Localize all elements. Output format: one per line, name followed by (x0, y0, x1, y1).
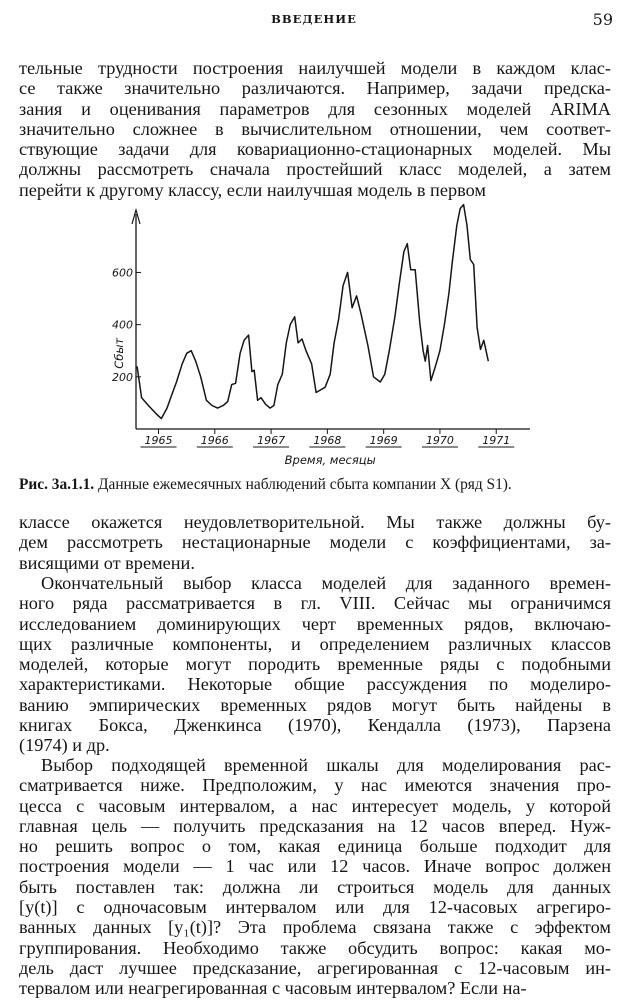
text-line: се также значительно различаются. Например, задачи предска- (19, 78, 611, 99)
text-line: Окончательный выбор класса моделей для заданного времен- (41, 573, 611, 593)
running-header (0, 10, 628, 32)
text-line: исследованием доминирующих черт временных рядов, включаю- (19, 613, 611, 634)
text-line: значительно сложнее в вычислительном отношении, чем соответ- (19, 118, 611, 139)
text-line: ванию эмпирических временных рядов могут быть найдены в (19, 694, 611, 715)
y-tick-label: 600 (112, 266, 133, 280)
x-tick-label: 1966 (200, 434, 229, 447)
y-tick-label: 400 (112, 318, 133, 332)
x-axis-label: Время, месяцы (284, 453, 376, 467)
text-line: тельные трудности построения наилучшей модели в каждом клас- (19, 58, 611, 78)
x-tick-label: 1970 (425, 434, 454, 447)
text-line: (1974) и др. (19, 735, 110, 756)
text-line: быть поставлен так: должна ли строиться модель для данных (19, 876, 611, 897)
x-tick-label: 1969 (369, 434, 398, 447)
figure-caption-label: Рис. 3а.1.1. (19, 476, 95, 493)
text-line: тервалом или неагрегированная с часовым интервалом? Если на- (19, 978, 527, 999)
series-line-s1 (137, 205, 488, 419)
text-line: моделей, которые могут породить временные ряды с подобными (19, 654, 611, 675)
text-line: зания и оценивания параметров для сезонных моделей ARIMA (19, 98, 611, 119)
x-tick-label: 1971 (482, 434, 511, 447)
text-line: характеристиками. Некоторые общие рассуждения по моделиро- (19, 674, 611, 695)
text-line: щих различные компоненты, и определением различных классов (19, 633, 611, 654)
x-tick-label: 1967 (257, 434, 286, 447)
text-line: висящими от времени. (19, 552, 195, 573)
running-head-title: ВВЕДЕНИЕ (271, 12, 357, 26)
text-line: дель даст лучшее предсказание, агрегированная с 12-часовым ин- (19, 957, 611, 978)
text-line: но решить вопрос о том, какая единица больше подходит для (19, 836, 611, 857)
text-line: дем рассмотреть нестационарные модели с коэффициентами, за- (19, 532, 611, 553)
text-line: цесса с часовым интервалом, а нас интересует модель, у которой (19, 795, 611, 816)
text-line: главная цель — получить предсказания на 12 часов вперед. Нуж- (19, 815, 611, 836)
figure-caption (19, 476, 611, 494)
y-tick-label: 200 (112, 370, 133, 384)
x-tick-label: 1968 (313, 434, 342, 447)
text-line: Выбор подходящей временной шкалы для моделирования рас- (41, 755, 611, 775)
text-line: книгах Бокса, Дженкинса (1970), Кендалла (1973), Парзена (19, 715, 611, 736)
y-axis-label: Сбыт (112, 337, 126, 369)
text-line: перейти к другому классу, если наилучшая модель в первом (19, 179, 486, 200)
figure-caption-text: Данные ежемесячных наблюдений сбыта компании X (ряд S1). (97, 476, 512, 493)
text-line: построения модели — 1 час или 12 часов. Иначе вопрос должен (19, 856, 611, 877)
text-line: сматривается ниже. Предположим, у нас имеются значения про- (19, 775, 611, 796)
x-tick-label: 1965 (144, 434, 173, 447)
text-line: ствующие задачи для ковариационно-стационарных моделей. Мы (19, 139, 611, 160)
text-line: группирования. Необходимо также обсудить вопрос: какая мо- (19, 937, 611, 958)
paragraph-top (19, 58, 611, 200)
text-line: ванных данных [y₁(t)]? Эта проблема связана также с эффектом (19, 917, 611, 938)
paragraph-after-figure (19, 512, 611, 573)
text-line: должны рассмотреть сначала простейший класс моделей, а затем (19, 159, 611, 180)
paragraph-model-choice (19, 573, 611, 756)
text-line: [y(t)] с одночасовым интервалом или для 12-часовых агрегиро- (19, 897, 611, 918)
paragraph-time-scale (19, 755, 611, 999)
text-line: классе окажется неудовлетворительной. Мы также должны бу- (19, 512, 611, 532)
text-line: ного ряда рассматривается в гл. VIII. Сейчас мы ограничимся (19, 593, 611, 614)
sales-chart (100, 200, 540, 472)
page-number: 59 (592, 10, 613, 29)
